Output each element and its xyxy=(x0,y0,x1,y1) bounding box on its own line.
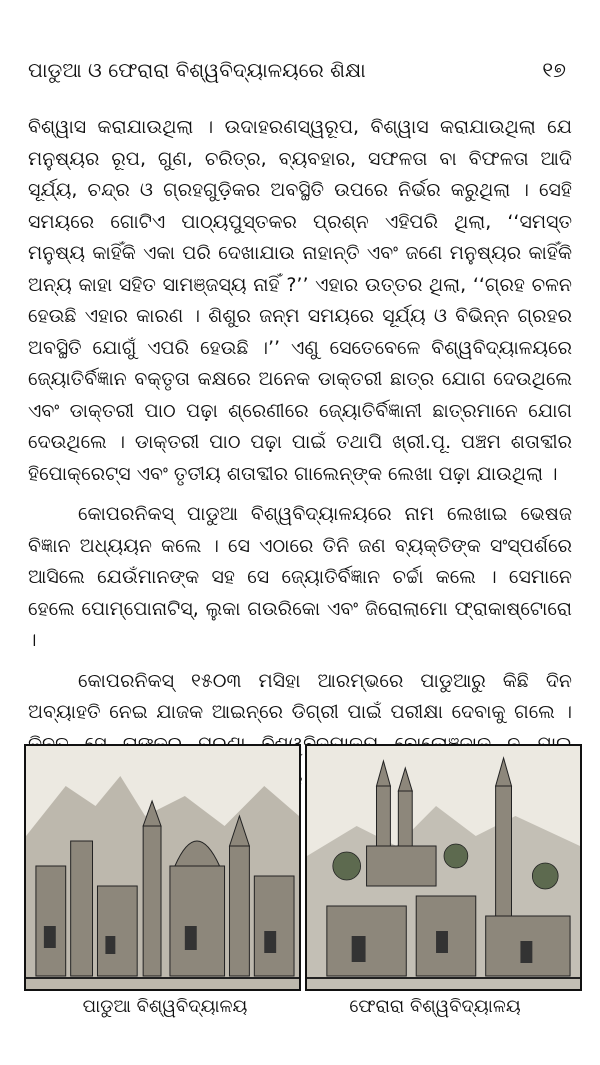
page-number: ୧୭ xyxy=(542,58,566,82)
caption-ferrara: ଫେରାରା ବିଶ୍ୱବିଦ୍ୟାଳୟ xyxy=(349,996,521,1017)
paragraph-2: କୋପରନିକସ୍ ପାଡୁଆ ବିଶ୍ୱବିଦ୍ୟାଳୟରେ ନାମ ଲେଖାଇ ଭେଷଜ ବିଜ୍ଞାନ ଅଧ୍ୟୟନ କଲେ । ସେ ଏଠାରେ ତିନି ଜଣ ବ୍ୟକ୍ତିଙ୍କ ସଂସ୍ପର୍ଶରେ ଆସିଲେ ଯେଉଁମାନଙ୍କ ସହ ସେ ଜ୍ୟୋତିର୍ବିଜ୍ଞାନ ଚର୍ଚ୍ଚା କଲେ । ସେମାନେ ହେଲେ ପୋମ୍ପୋନାଟିସ୍, ଲୁକା ଗଉରିକୋ ଏବଂ ଜିରୋଲାମୋ ଫ୍ରାକାଷ୍ଟୋରୋ । xyxy=(28,503,572,651)
running-title: ପାଡୁଆ ଓ ଫେରାରା ବିଶ୍ୱବିଦ୍ୟାଳୟରେ ଶିକ୍ଷା xyxy=(28,58,366,82)
ferrara-cityscape-illustration xyxy=(307,746,580,989)
paragraph-3: କୋପରନିକସ୍ ୧୫୦୩ ମସିହା ଆରମ୍ଭରେ ପାଡୁଆରୁ କିଛି ଦିନ ଅବ୍ୟାହତି ନେଇ ଯାଜକ ଆଇନ୍‌ରେ ଡିଗ୍ରୀ ପାଇଁ ପରୀକ୍ଷା ଦେବାକୁ ଗଲେ । xyxy=(28,669,572,723)
padua-woodcut-image xyxy=(24,744,301,991)
ferrara-woodcut-image xyxy=(305,744,582,991)
caption-padua: ପାଡୁଆ ବିଶ୍ୱବିଦ୍ୟାଳୟ xyxy=(82,996,248,1017)
body-text xyxy=(28,112,572,801)
paragraph-1: ବିଶ୍ୱାସ କରାଯାଉଥିଲା । ଉଦାହରଣସ୍ୱରୂପ, ବିଶ୍ୱାସ କରାଯାଉଥିଲା ଯେ ମନୁଷ୍ୟର ରୂପ, ଗୁଣ, ଚରିତ୍ର, ବ୍ୟବହାର, ସଫଳତା ବା ବିଫଳତା ଆଦି ସୂର୍ଯ୍ୟ, ଚନ୍ଦ୍ର ଓ ଗ୍ରହଗୁଡ଼ିକର ଅବସ୍ଥିତି ଉପରେ ନିର୍ଭର କରୁଥିଲା । ସେହି ସମୟରେ ଗୋଟିଏ ପାଠ୍ୟପୁସ୍ତକର ପ୍ରଶ୍ନ ଏହିପରି ଥିଲା, ‘‘ସମସ୍ତ ମନୁଷ୍ୟ କାହିଁକି ଏକା ପରି ଦେଖାଯାଉ ନାହାନ୍ତି ଏବଂ ଜଣେ ମନୁଷ୍ୟର କାହିଁକି ଅନ୍ୟ କାହା ସହିତ ସାମଞ୍ଜସ୍ୟ ନାହିଁ ?’’ ଏହାର ଉତ୍ତର ଥିଲା, ‘‘ଗ୍ରହ ଚଳନ ହେଉଛି ଏହାର କାରଣ । ଶିଶୁର ଜନ୍ମ ସମୟରେ ସୂର୍ଯ୍ୟ ଓ ବିଭିନ୍ନ ଗ୍ରହର ଅବସ୍ଥିତି ଯୋଗୁଁ ଏପରି ହେଉଛି ।’’ ଏଣୁ ସେତେବେଳେ ବିଶ୍ୱବିଦ୍ୟାଳୟରେ ଜ୍ୟୋତିର୍ବିଜ୍ଞାନ ବକ୍ତୃତା କକ୍ଷରେ ଅନେକ ଡାକ୍ତରୀ ଛାତ୍ର ଯୋଗ ଦେଉଥିଲେ ଏବଂ ଡାକ୍ତରୀ ପାଠ ପଢ଼ା ଶ୍ରେଣୀରେ ଜ୍ୟୋତିର୍ବିଜ୍ଞାନୀ ଛାତ୍ରମାନେ ଯୋଗ ଦେଉଥିଲେ । ଡାକ୍ତରୀ ପାଠ ପଢ଼ା ପାଇଁ ତଥାପି ଖ୍ରୀ.ପୂ. ପଞ୍ଚମ ଶତାବ୍ଦୀର ହିପୋକ୍ରେଟ୍ସ ଏବଂ ତୃତୀୟ ଶତାବ୍ଦୀର ଗାଲେନ୍‌ଙ୍କ ଲେଖା ପଢ଼ା ଯାଉଥିଲା । xyxy=(28,116,572,485)
page-header xyxy=(28,58,572,92)
woodcut-figure xyxy=(24,744,582,991)
padua-cityscape-illustration xyxy=(26,746,299,989)
